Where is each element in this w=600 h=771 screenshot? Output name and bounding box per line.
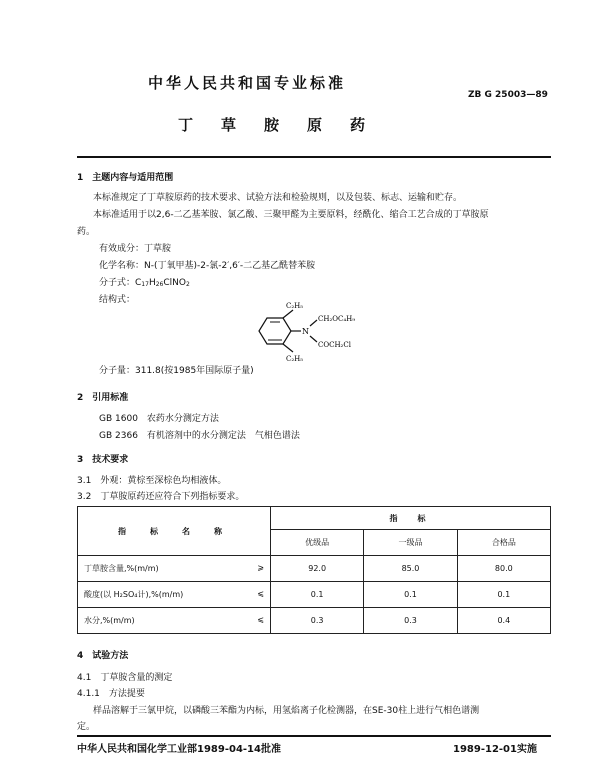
table-row — [78, 582, 551, 608]
symbol-le: ⩽ — [257, 615, 264, 624]
structure-label: 结构式： — [99, 295, 136, 305]
chemical-name: 化学名称：N-(丁氧甲基)-2-氯-2′,6′-二乙基乙酰替苯胺 — [99, 261, 316, 271]
bond-bottom-ethyl — [283, 344, 293, 352]
cell-value: 0.4 — [457, 608, 550, 634]
section-1-para-2a: 本标准适用于以2,6-二乙基苯胺、氯乙酸、三聚甲醛为主要原料，经酰化、缩合工艺合成的丁草胺原 — [93, 210, 489, 220]
formula-rest: ClNO — [163, 278, 186, 288]
grade-premium: 优级品 — [271, 530, 364, 556]
section-1-para-2b: 药。 — [77, 227, 96, 237]
clause-4-1-1: 4.1.1 方法提要 — [77, 689, 145, 699]
molecular-weight: 分子量：311.8(按1985年国际原子量) — [99, 366, 254, 376]
footer-rule — [77, 735, 551, 737]
row-name-content: 丁草胺含量,%(m/m) ⩾ — [78, 556, 271, 582]
bond-n-lower — [310, 336, 317, 342]
issuing-body: 中华人民共和国专业标准 — [148, 74, 347, 92]
cell-value: 0.1 — [271, 582, 364, 608]
grade-first: 一级品 — [364, 530, 457, 556]
effective-date: 1989-12-01实施 — [453, 744, 537, 755]
reference-gb1600: GB 1600 农药水分测定方法 — [99, 414, 219, 424]
row-name-water: 水分,%(m/m) ⩽ — [78, 608, 271, 634]
section-1-heading: 1 主题内容与适用范围 — [77, 173, 174, 183]
table-row — [78, 556, 551, 582]
table-header-row — [78, 507, 551, 530]
clause-3-1: 3.1 外观：黄棕至深棕色均相液体。 — [77, 476, 227, 486]
cell-value: 0.1 — [457, 582, 550, 608]
formula-c-count: 17 — [141, 281, 149, 288]
method-para-2: 定。 — [77, 722, 96, 732]
cell-value: 80.0 — [457, 556, 550, 582]
section-4-heading: 4 试验方法 — [77, 651, 129, 661]
grade-qualified: 合格品 — [457, 530, 550, 556]
method-para-1: 样品溶解于三氯甲烷，以磷酸三苯酯为内标，用氢焰离子化检测器，在SE-30柱上进行气相色谱测 — [93, 706, 480, 716]
table-row — [78, 608, 551, 634]
standard-number: ZB G 25003—89 — [468, 90, 548, 100]
section-1-para-1: 本标准规定了丁草胺原药的技术要求、试验方法和检验规则，以及包装、标志、运输和贮存。 — [93, 193, 463, 203]
header-rule — [77, 156, 551, 158]
bond-n-upper — [310, 320, 317, 326]
struct-top-ethyl: C₂H₅ — [286, 302, 304, 310]
cell-value: 92.0 — [271, 556, 364, 582]
cell-value: 0.3 — [364, 608, 457, 634]
struct-butoxymethyl: CH₂OC₄H₉ — [318, 315, 356, 323]
section-3-heading: 3 技术要求 — [77, 455, 129, 465]
formula-label: 分子式：C — [99, 278, 142, 288]
header-index: 指 标 — [271, 507, 551, 530]
clause-3-2: 3.2 丁草胺原药还应符合下列指标要求。 — [77, 492, 245, 502]
section-2-heading: 2 引用标准 — [77, 393, 129, 403]
row-name-acidity: 酸度(以 H₂SO₄计),%(m/m) ⩽ — [78, 582, 271, 608]
reference-gb2366: GB 2366 有机溶剂中的水分测定法 气相色谱法 — [99, 431, 300, 441]
approval-info: 中华人民共和国化学工业部1989-04-14批准 — [77, 744, 281, 755]
cell-value: 85.0 — [364, 556, 457, 582]
clause-4-1: 4.1 丁草胺含量的测定 — [77, 673, 173, 683]
struct-chloroacetyl: COCH₂Cl — [318, 341, 351, 349]
formula-h-count: 26 — [155, 281, 164, 288]
specification-table — [77, 506, 551, 634]
bond-top-ethyl — [283, 310, 293, 318]
struct-bottom-ethyl: C₂H₅ — [286, 355, 304, 362]
structural-formula — [240, 300, 390, 362]
formula-h-label: H — [148, 278, 156, 288]
formula-o-count: 2 — [185, 281, 190, 288]
molecular-formula — [99, 275, 190, 288]
header-index-name: 指 标 名 称 — [78, 507, 271, 556]
symbol-le: ⩽ — [257, 589, 264, 598]
struct-nitrogen: N — [302, 327, 309, 336]
document-title: 丁草胺原药 — [178, 116, 394, 134]
cell-value: 0.1 — [364, 582, 457, 608]
cell-value: 0.3 — [271, 608, 364, 634]
active-ingredient: 有效成分：丁草胺 — [99, 244, 172, 254]
symbol-ge: ⩾ — [257, 563, 264, 572]
